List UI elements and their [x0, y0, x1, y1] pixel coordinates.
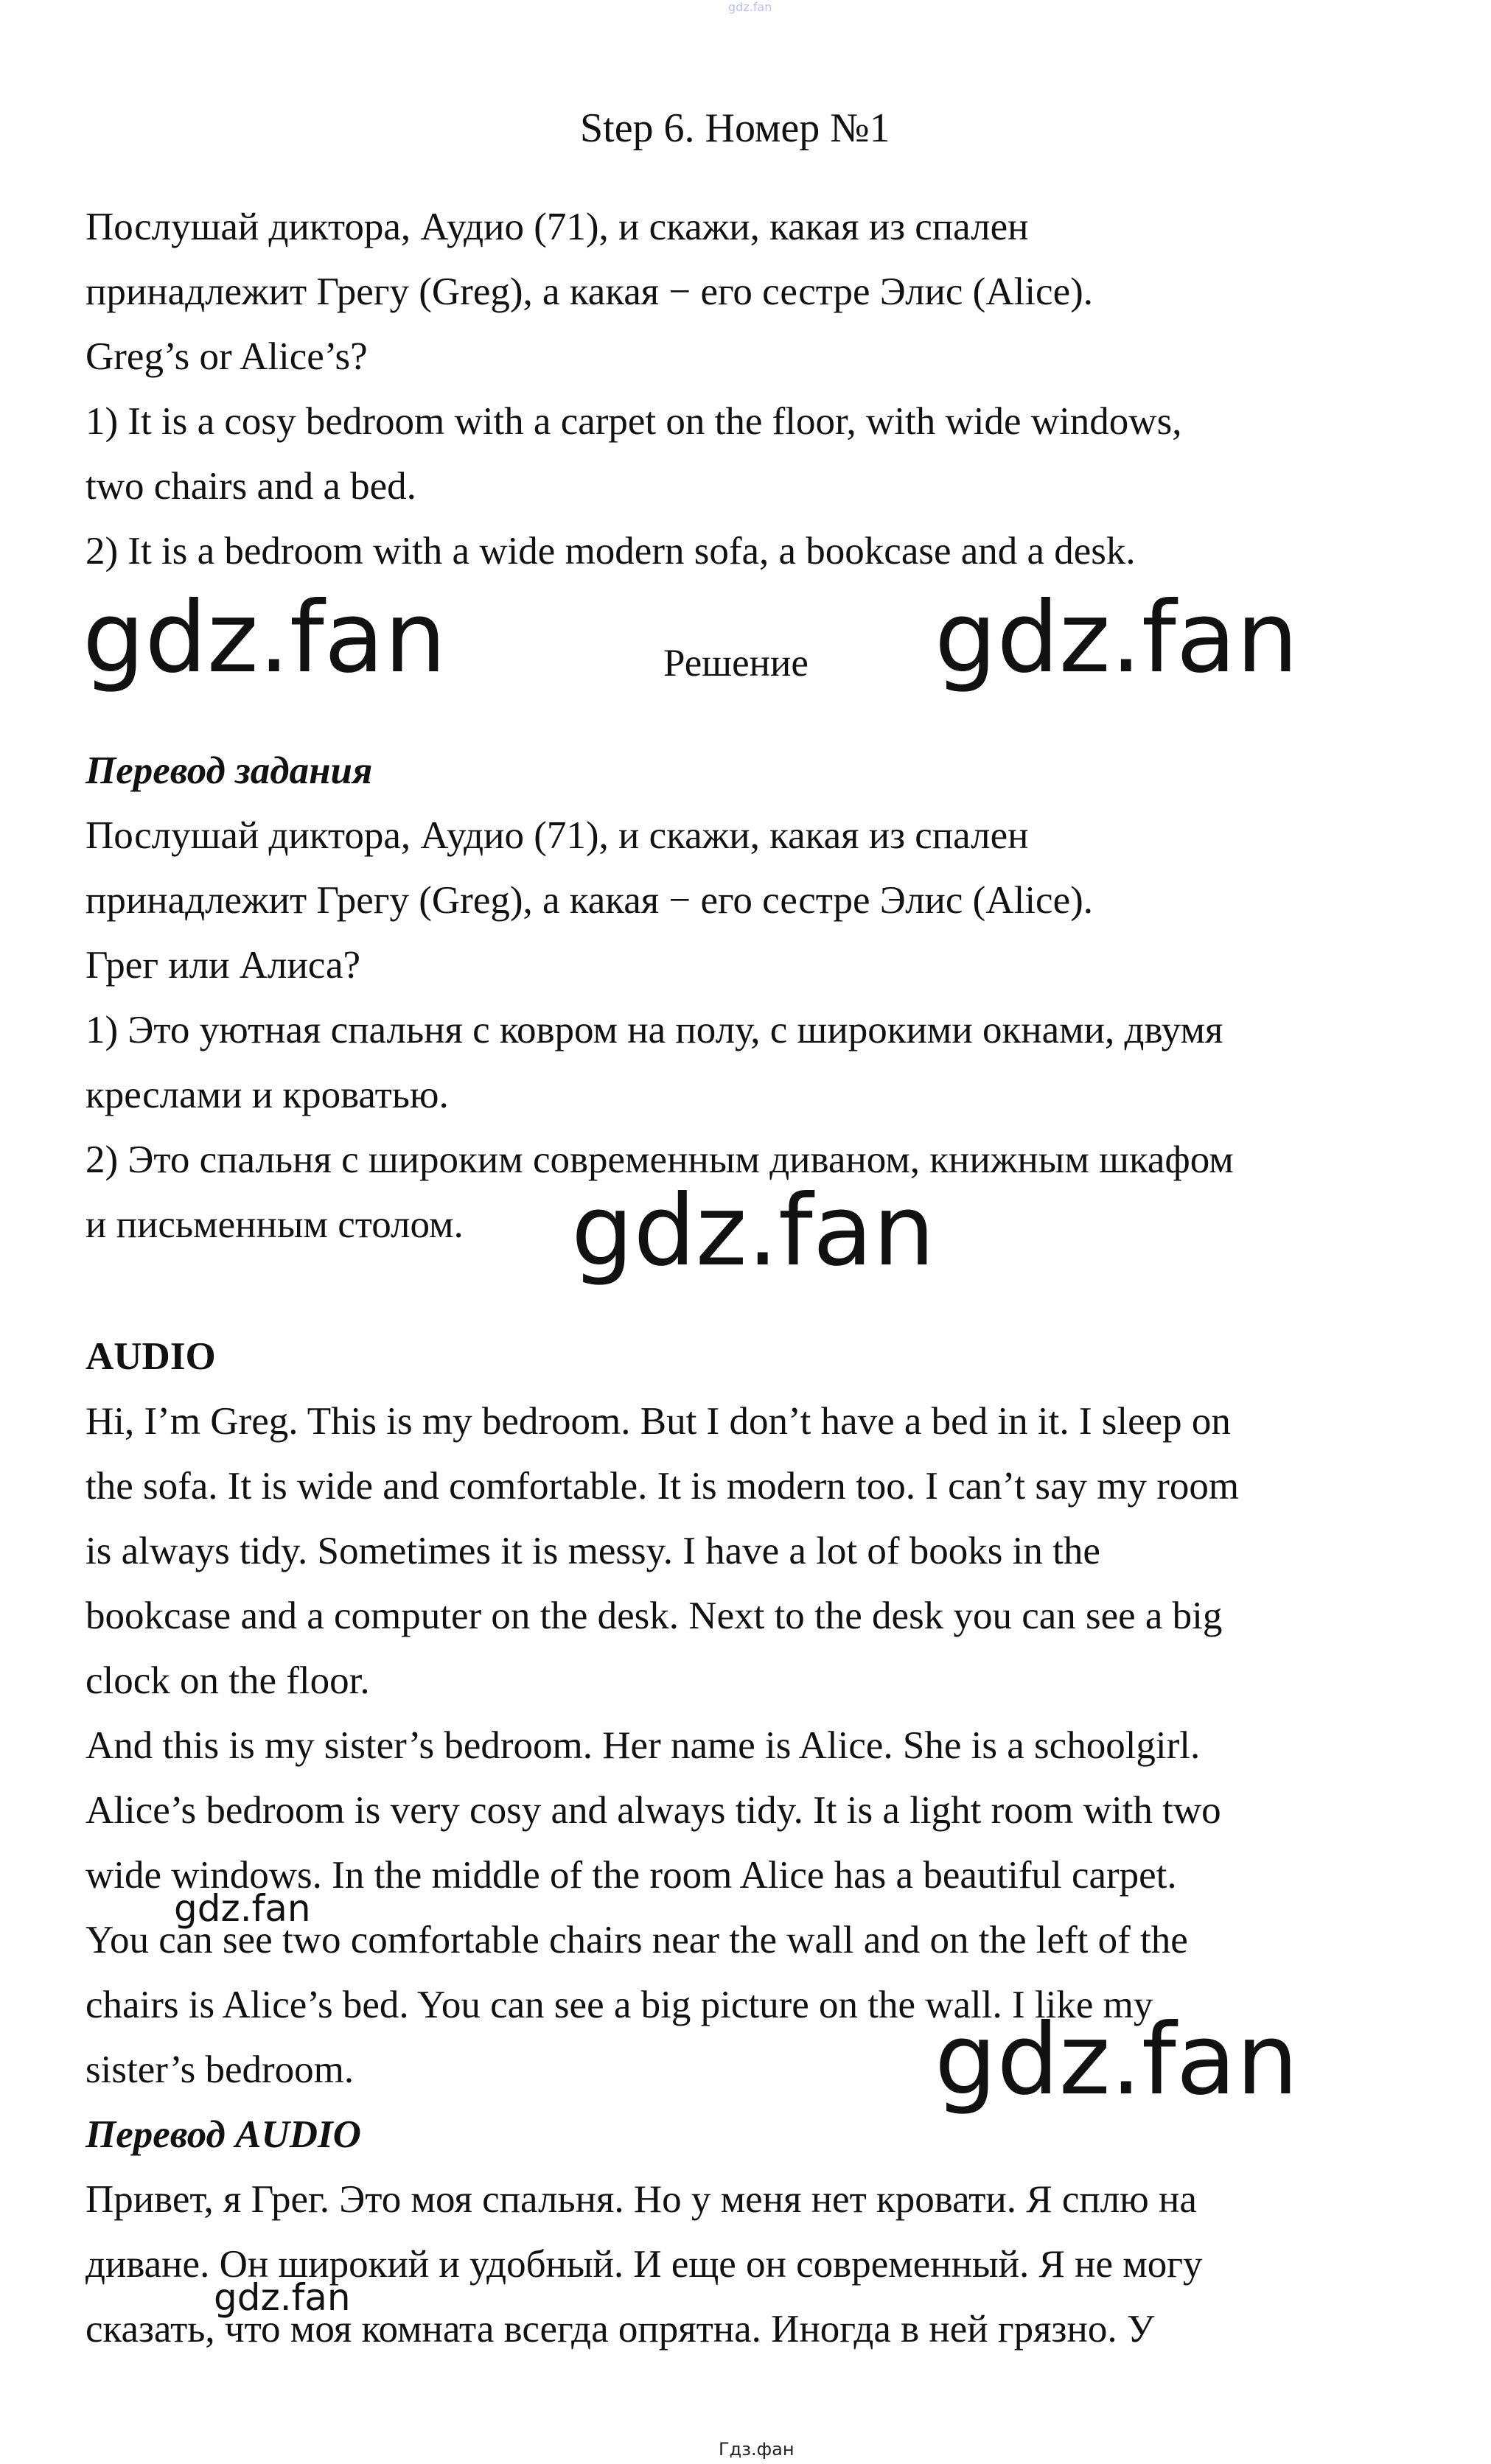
translation-heading: Перевод задания — [85, 749, 373, 792]
task-line: Послушай диктора, Аудио (71), и скажи, какая из спален — [85, 206, 1029, 248]
audio-line: Alice’s bedroom is very cosy and always tidy. It is a light room with two — [85, 1789, 1221, 1832]
header-watermark: gdz.fan — [728, 0, 772, 14]
translation-line: и письменным столом. — [85, 1203, 464, 1246]
audio-line: bookcase and a computer on the desk. Next to the desk you can see a big — [85, 1595, 1223, 1637]
audio-heading: AUDIO — [85, 1335, 216, 1378]
audio-line: the sofa. It is wide and comfortable. It is modern too. I can’t say my room — [85, 1465, 1240, 1508]
task-line: принадлежит Грегу (Greg), а какая − его сестре Элис (Alice). — [85, 270, 1094, 313]
watermark: gdz.fan — [935, 581, 1299, 695]
watermark: gdz.fan — [83, 581, 447, 695]
task-line: two chairs and a bed. — [85, 465, 416, 508]
translation-line: 2) Это спальня с широким современным диваном, книжным шкафом — [85, 1138, 1234, 1181]
translation-line: принадлежит Грегу (Greg), а какая − его сестре Элис (Alice). — [85, 879, 1094, 922]
translation-line: креслами и кроватью. — [85, 1074, 449, 1116]
audio-line: And this is my sister’s bedroom. Her name is Alice. She is a schoolgirl. — [85, 1724, 1201, 1767]
watermark-small: gdz.fan — [174, 1887, 311, 1930]
footer-watermark: Гдз.фан — [719, 2439, 795, 2460]
solution-label: Решение — [663, 642, 809, 685]
audio-line: wide windows. In the middle of the room Alice has a beautiful carpet. — [85, 1854, 1177, 1897]
audio-translation-line: Привет, я Грег. Это моя спальня. Но у меня нет кровати. Я сплю на — [85, 2178, 1197, 2221]
watermark: gdz.fan — [571, 1175, 935, 1288]
audio-translation-line: сказать, что моя комната всегда опрятна. Иногда в ней грязно. У — [85, 2308, 1155, 2351]
task-line: 2) It is a bedroom with a wide modern sofa, a bookcase and a desk. — [85, 530, 1136, 573]
watermark-small: gdz.fan — [214, 2276, 351, 2319]
task-line: 1) It is a cosy bedroom with a carpet on the floor, with wide windows, — [85, 400, 1182, 443]
translation-line: 1) Это уютная спальня с ковром на полу, с широкими окнами, двумя — [85, 1009, 1223, 1051]
audio-line: sister’s bedroom. — [85, 2048, 355, 2091]
page-title: Step 6. Номер №1 — [580, 105, 890, 151]
audio-translation-heading: Перевод AUDIO — [85, 2113, 361, 2156]
translation-line: Послушай диктора, Аудио (71), и скажи, какая из спален — [85, 814, 1029, 857]
translation-line: Грег или Алиса? — [85, 944, 361, 987]
audio-line: chairs is Alice’s bed. You can see a big picture on the wall. I like my — [85, 1984, 1153, 2026]
watermark: gdz.fan — [935, 2003, 1299, 2117]
audio-line: is always tidy. Sometimes it is messy. I have a lot of books in the — [85, 1530, 1100, 1572]
audio-line: clock on the floor. — [85, 1659, 370, 1702]
audio-line: Hi, I’m Greg. This is my bedroom. But I don’t have a bed in it. I sleep on — [85, 1400, 1231, 1443]
audio-line: You can see two comfortable chairs near the wall and on the left of the — [85, 1919, 1188, 1961]
task-line: Greg’s or Alice’s? — [85, 335, 368, 378]
audio-translation-line: диване. Он широкий и удобный. И еще он современный. Я не могу — [85, 2243, 1203, 2286]
